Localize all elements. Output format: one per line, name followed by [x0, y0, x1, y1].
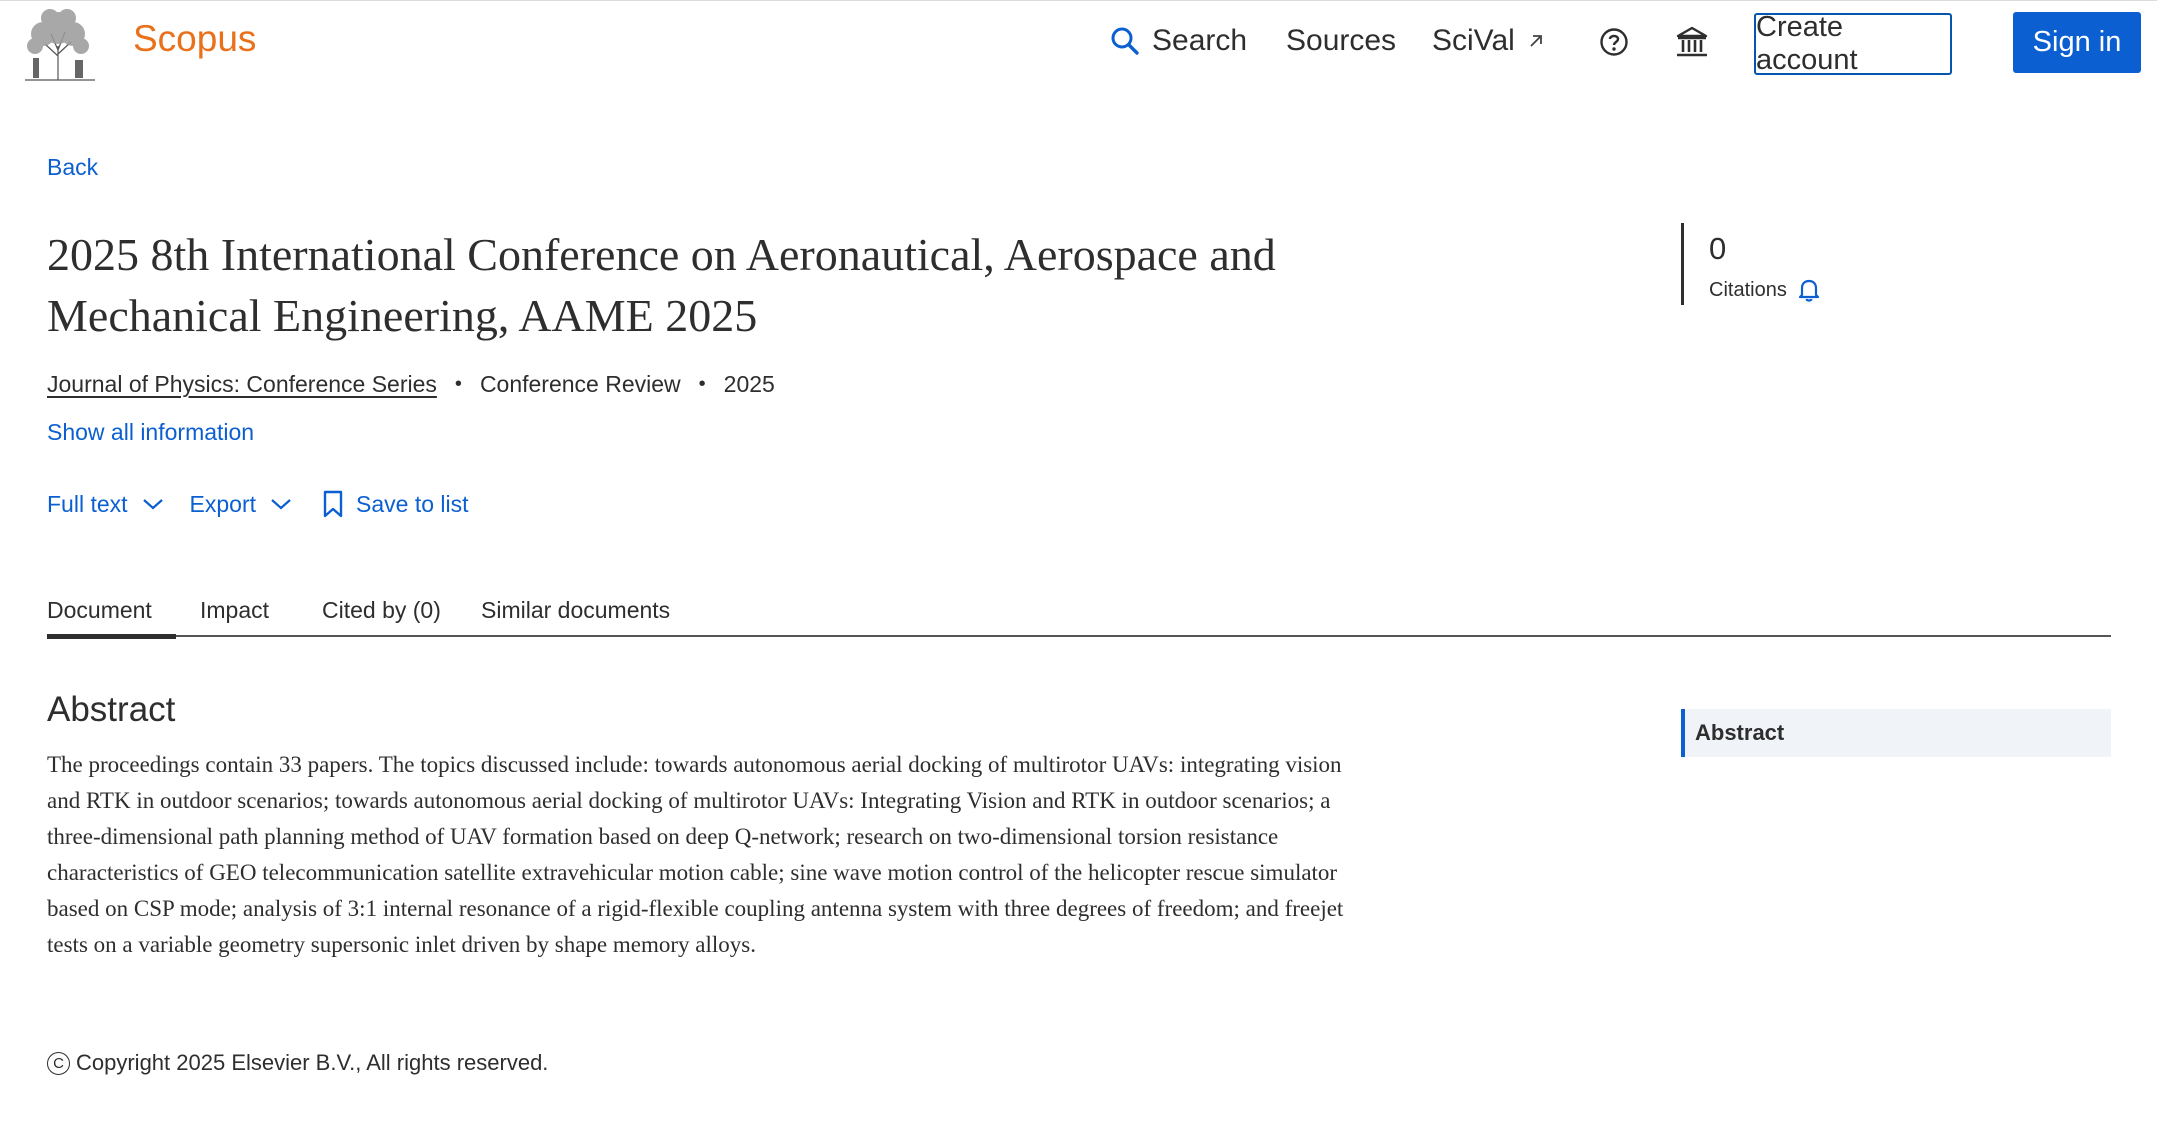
elsevier-logo[interactable]: [15, 6, 102, 82]
document-title: 2025 8th International Conference on Aeronautical, Aerospace and Mechanical Engineering, AAME 2025: [47, 229, 1276, 341]
document-meta: [47, 371, 775, 398]
tab-cited-by[interactable]: Cited by (0): [322, 597, 441, 623]
back-link[interactable]: Back: [47, 154, 99, 180]
bell-icon[interactable]: [1797, 277, 1821, 303]
journal-link[interactable]: Journal of Physics: Conference Series: [47, 371, 437, 397]
full-text-dropdown[interactable]: [47, 491, 164, 518]
copyright-notice: [47, 1050, 548, 1076]
export-label: Export: [189, 490, 257, 517]
abstract-text: The proceedings contain 33 papers. The topics discussed include: towards autonomous aerial docking of multirotor UAVs: integrating vision and RTK in outdoor scenarios; towards autonomous aerial docking of multirotor UAVs: Integrating Vision and RTK in outdoor scenarios; a three-dimensional path planning method of UAV formation based on deep Q-network; research on two-dimensional torsion resistance characteristics of GEO telecommunication satellite extravehicular motion cable; sine wave motion control of the helicopter rescue simulator based on CSP mode; analysis of 3:1 internal resonance of a rigid-flexible coupling antenna system with three degrees of freedom; and freejet tests on a variable geometry supersonic inlet driven by shape memory alloys.: [47, 752, 1344, 957]
nav-sources[interactable]: [1286, 24, 1396, 58]
citations-accent-bar: [1681, 223, 1684, 305]
tab-similar-documents[interactable]: Similar documents: [481, 597, 671, 623]
create-account-button[interactable]: Create account: [1754, 13, 1952, 75]
nav-search[interactable]: [1110, 24, 1247, 58]
help-icon: [1599, 27, 1629, 57]
sign-in-button[interactable]: Sign in: [2013, 12, 2141, 73]
nav-search-label: Search: [1152, 24, 1248, 57]
brand-name[interactable]: Scopus: [133, 18, 257, 59]
full-text-label: Full text: [47, 490, 128, 517]
abstract-heading: Abstract: [47, 690, 176, 729]
help-button[interactable]: [1594, 22, 1634, 62]
document-tabs: [47, 597, 2111, 637]
separator-dot: •: [698, 373, 706, 395]
institution-icon: [1675, 26, 1709, 58]
document-actions: [47, 490, 469, 518]
document-type: Conference Review: [479, 371, 681, 397]
save-to-list-label: Save to list: [356, 490, 469, 517]
side-nav-abstract[interactable]: Abstract: [1681, 709, 2111, 757]
bookmark-icon: [322, 490, 344, 518]
save-to-list-button[interactable]: [322, 490, 469, 518]
nav-scival-label: SciVal: [1432, 24, 1515, 57]
chevron-down-icon: [270, 497, 292, 511]
external-link-icon: [1527, 32, 1545, 50]
tab-impact[interactable]: Impact: [200, 597, 270, 623]
document-year: 2025: [723, 371, 775, 397]
export-dropdown[interactable]: [190, 491, 292, 518]
copyright-icon: C: [47, 1052, 70, 1075]
search-icon: [1110, 26, 1140, 56]
nav-sources-label: Sources: [1286, 24, 1397, 57]
institution-button[interactable]: [1672, 22, 1712, 62]
citations-count: 0: [1709, 231, 1727, 266]
show-all-information-link[interactable]: Show all information: [47, 419, 255, 445]
chevron-down-icon: [142, 497, 164, 511]
tab-document[interactable]: Document: [47, 597, 176, 635]
top-header: [0, 0, 2157, 90]
copyright-text: Copyright 2025 Elsevier B.V., All rights reserved.: [76, 1050, 549, 1075]
nav-scival[interactable]: [1432, 24, 1545, 58]
citations-label: Citations: [1709, 278, 1787, 301]
separator-dot: •: [454, 373, 462, 395]
citations-label-row: [1709, 277, 1821, 303]
